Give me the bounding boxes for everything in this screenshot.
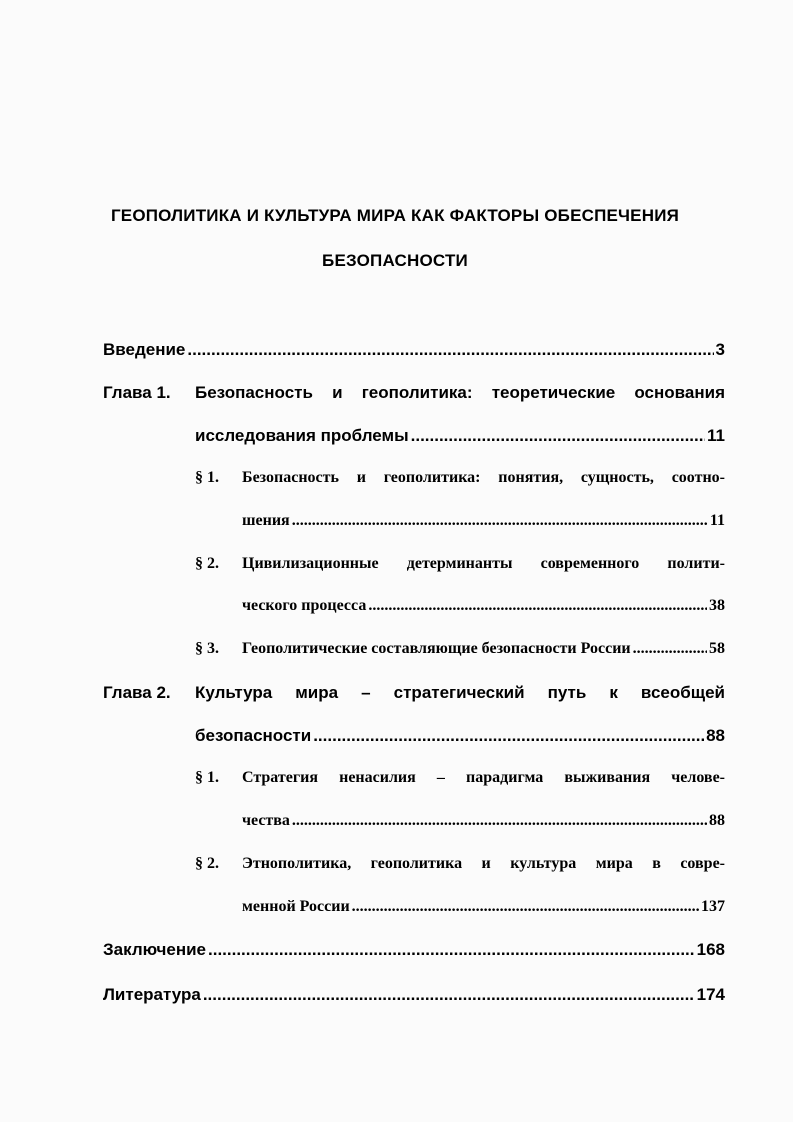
toc-ch2-number: Глава 2. bbox=[103, 683, 171, 702]
toc-entry-conclusion[interactable] bbox=[103, 940, 725, 960]
toc-ch2-s2-cont: менной России bbox=[242, 898, 350, 915]
toc-ch2-page: 88 bbox=[706, 726, 725, 745]
document-title-line-1: ГЕОПОЛИТИКА И КУЛЬТУРА МИРА КАК ФАКТОРЫ ОБЕСПЕЧЕНИЯ bbox=[110, 206, 680, 225]
toc-leader-dots bbox=[187, 340, 713, 360]
toc-leader-dots bbox=[411, 426, 705, 446]
toc-ch1-s2-cont: ческого процесса bbox=[242, 597, 367, 614]
toc-ch1-s2-number: § 2. bbox=[195, 555, 219, 572]
toc-conclusion-page: 168 bbox=[696, 940, 725, 959]
toc-ch2-s2-line-1[interactable] bbox=[242, 855, 725, 873]
toc-leader-dots bbox=[368, 597, 707, 615]
toc-conclusion-label: Заключение bbox=[103, 940, 206, 959]
toc-leader-dots bbox=[292, 512, 708, 530]
toc-literature-label: Литература bbox=[103, 985, 201, 1004]
toc-entry-literature[interactable] bbox=[103, 985, 725, 1005]
toc-ch2-title-line-1[interactable] bbox=[195, 683, 725, 703]
toc-ch1-s1-number: § 1. bbox=[195, 469, 219, 486]
toc-ch1-title-text: Безопасность и геополитика: теоретические основания bbox=[195, 383, 725, 402]
toc-ch2-s1-line-2[interactable] bbox=[242, 812, 725, 830]
toc-ch1-s2-text: Цивилизационные детерминанты современного полити- bbox=[242, 555, 725, 572]
toc-ch2-s1-cont: чества bbox=[242, 812, 290, 829]
toc-ch1-s1-line-1[interactable] bbox=[242, 469, 725, 487]
toc-leader-dots bbox=[352, 898, 699, 916]
toc-intro-label: Введение bbox=[103, 340, 186, 359]
toc-leader-dots bbox=[292, 812, 707, 830]
toc-ch1-title-line-2[interactable] bbox=[195, 426, 725, 446]
toc-ch1-title-line-1[interactable] bbox=[195, 383, 725, 403]
toc-ch2-title-text: Культура мира – стратегический путь к всеобщей bbox=[195, 683, 725, 702]
toc-ch1-s1-text: Безопасность и геополитика: понятия, сущность, соотно- bbox=[242, 469, 725, 486]
toc-leader-dots bbox=[203, 985, 695, 1005]
toc-ch1-title-cont: исследования проблемы bbox=[195, 426, 409, 445]
toc-ch2-s1-text: Стратегия ненасилия – парадигма выживания челове- bbox=[242, 769, 725, 786]
toc-intro-page: 3 bbox=[715, 340, 725, 359]
toc-ch1-page: 11 bbox=[707, 426, 725, 445]
toc-ch1-s1-line-2[interactable] bbox=[242, 512, 725, 530]
toc-entry-intro[interactable] bbox=[103, 340, 725, 360]
toc-leader-dots bbox=[633, 640, 707, 658]
document-title-line-2: БЕЗОПАСНОСТИ bbox=[322, 251, 468, 270]
toc-ch2-s1-number: § 1. bbox=[195, 769, 219, 786]
toc-literature-page: 174 bbox=[696, 985, 725, 1004]
toc-ch1-s3-text: Геополитические составляющие безопасности России bbox=[242, 640, 631, 657]
toc-ch2-title-line-2[interactable] bbox=[195, 726, 725, 746]
toc-ch1-s3-number: § 3. bbox=[195, 640, 219, 657]
toc-ch2-s2-text: Этнополитика, геополитика и культура мира в совре- bbox=[242, 855, 725, 872]
toc-ch2-s1-page: 88 bbox=[709, 812, 725, 829]
toc-ch2-s2-page: 137 bbox=[701, 898, 725, 915]
toc-ch2-s1-line-1[interactable] bbox=[242, 769, 725, 787]
toc-ch1-s2-page: 38 bbox=[709, 597, 725, 614]
toc-ch2-s2-line-2[interactable] bbox=[242, 898, 725, 916]
toc-leader-dots bbox=[208, 940, 695, 960]
toc-ch1-s2-line-1[interactable] bbox=[242, 555, 725, 573]
toc-ch1-s1-cont: шения bbox=[242, 512, 290, 529]
toc-ch1-s3-page: 58 bbox=[709, 640, 725, 657]
toc-ch2-title-cont: безопасности bbox=[195, 726, 312, 745]
toc-ch1-s3-line-1[interactable] bbox=[242, 640, 725, 658]
toc-ch1-s2-line-2[interactable] bbox=[242, 597, 725, 615]
toc-ch1-s1-page: 11 bbox=[709, 512, 725, 529]
toc-ch2-s2-number: § 2. bbox=[195, 855, 219, 872]
toc-ch1-number: Глава 1. bbox=[103, 383, 171, 402]
toc-leader-dots bbox=[313, 726, 704, 746]
